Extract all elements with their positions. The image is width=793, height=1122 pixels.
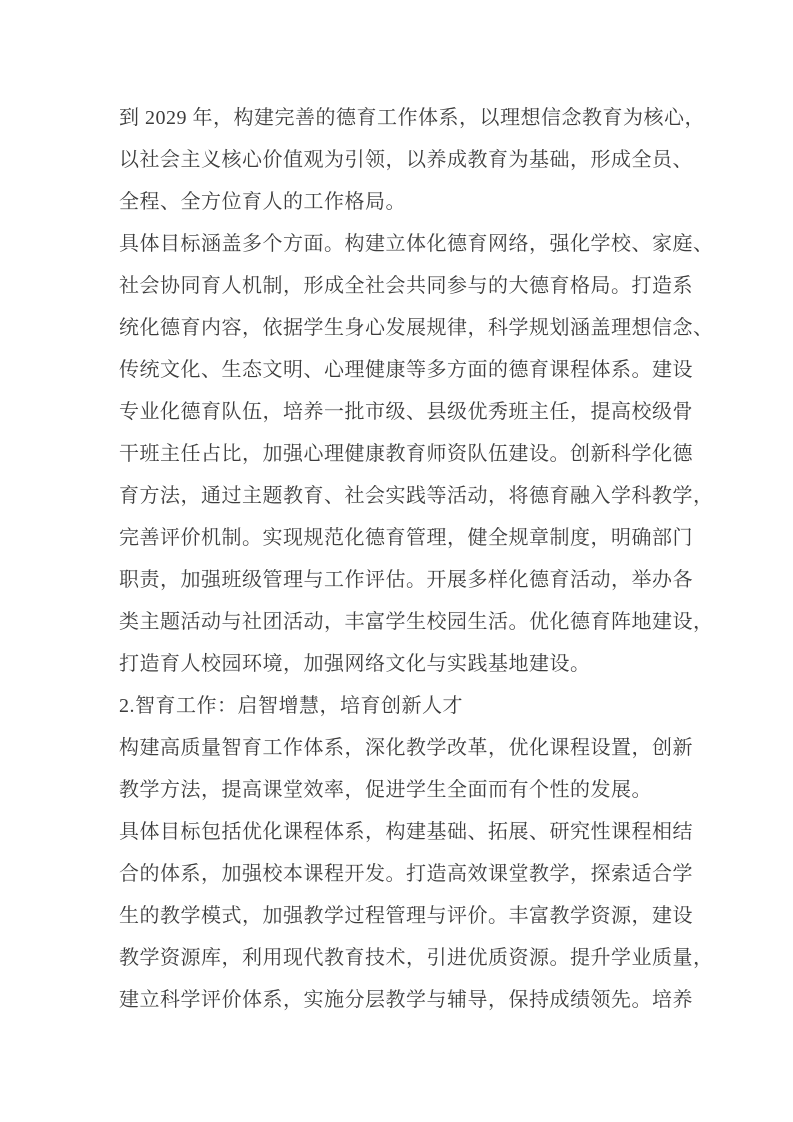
- text-line: 到 2029 年，构建完善的德育工作体系，以理想信念教育为核心，: [119, 107, 705, 129]
- text-line: 具体目标包括优化课程体系，构建基础、拓展、研究性课程相结: [119, 821, 693, 843]
- text-line: 打造育人校园环境，加强网络文化与实践基地建设。: [119, 653, 591, 675]
- text-line: 具体目标涵盖多个方面。构建立体化德育网络，强化学校、家庭、: [119, 233, 714, 255]
- text-line: 完善评价机制。实现规范化德育管理，健全规章制度，明确部门: [119, 527, 693, 549]
- text-line: 以社会主义核心价值观为引领，以养成教育为基础，形成全员、: [119, 149, 693, 171]
- text-line: 构建高质量智育工作体系，深化教学改革，优化课程设置，创新: [119, 737, 693, 759]
- text-line: 传统文化、生态文明、心理健康等多方面的德育课程体系。建设: [119, 359, 693, 381]
- text-line: 2.智育工作：启智增慧，培育创新人才: [119, 695, 463, 717]
- paragraph: [119, 727, 693, 811]
- text-line: 生的教学模式，加强教学过程管理与评价。丰富教学资源，建设: [119, 905, 693, 927]
- paragraph: [119, 811, 714, 1021]
- text-line: 类主题活动与社团活动，丰富学生校园生活。优化德育阵地建设，: [119, 611, 714, 633]
- paragraph: [119, 223, 714, 685]
- section-heading: [119, 685, 686, 727]
- paragraph: [119, 97, 705, 223]
- text-line: 职责，加强班级管理与工作评估。开展多样化德育活动，举办各: [119, 569, 693, 591]
- text-line: 建立科学评价体系，实施分层教学与辅导，保持成绩领先。培养: [119, 989, 693, 1011]
- text-line: 教学方法，提高课堂效率，促进学生全面而有个性的发展。: [119, 779, 652, 801]
- text-line: 统化德育内容，依据学生身心发展规律，科学规划涵盖理想信念、: [119, 317, 714, 339]
- text-line: 合的体系，加强校本课程开发。打造高效课堂教学，探索适合学: [119, 863, 693, 885]
- text-line: 教学资源库，利用现代教育技术，引进优质资源。提升学业质量，: [119, 947, 714, 969]
- text-line: 全程、全方位育人的工作格局。: [119, 191, 406, 213]
- text-line: 社会协同育人机制，形成全社会共同参与的大德育格局。打造系: [119, 275, 693, 297]
- text-line: 育方法，通过主题教育、社会实践等活动，将德育融入学科教学，: [119, 485, 714, 507]
- text-line: 干班主任占比，加强心理健康教育师资队伍建设。创新科学化德: [119, 443, 693, 465]
- document-text: [119, 97, 714, 1021]
- text-line: 专业化德育队伍，培养一批市级、县级优秀班主任，提高校级骨: [119, 401, 693, 423]
